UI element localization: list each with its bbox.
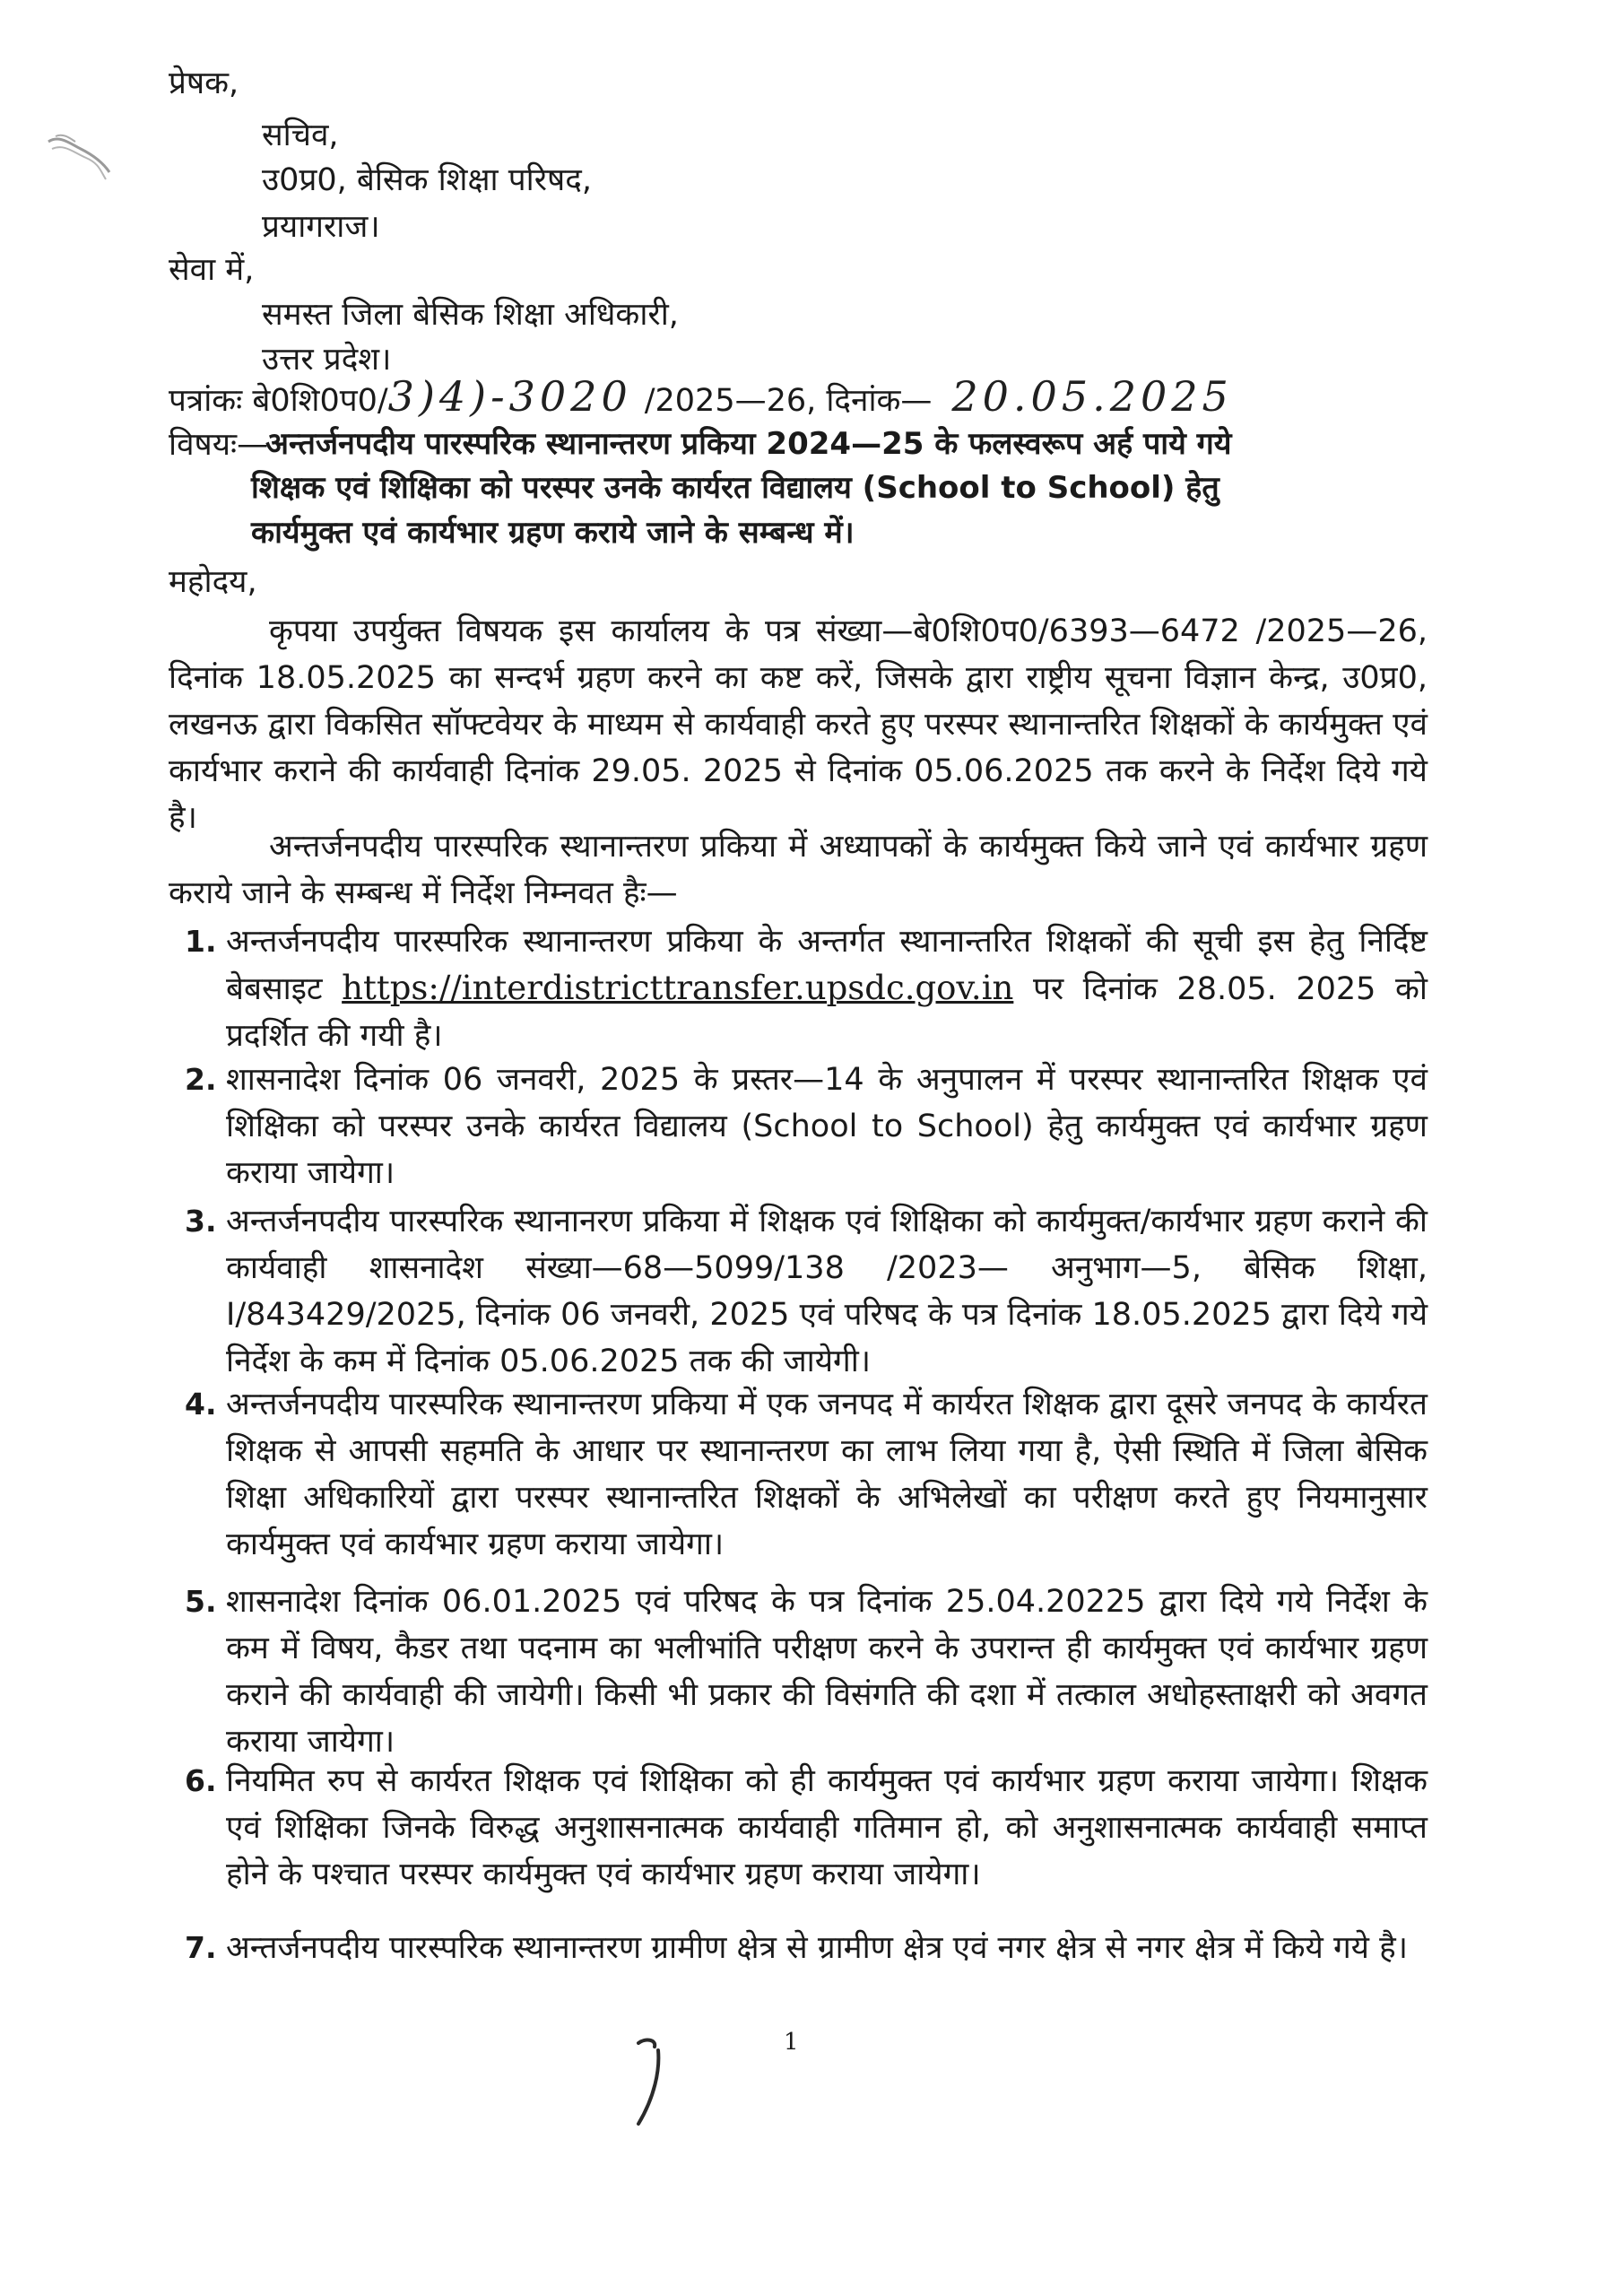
- staple-mark-icon: [43, 126, 115, 188]
- handwritten-date: 20.05.2025: [951, 372, 1233, 421]
- sender-designation: सचिव,: [262, 117, 339, 153]
- list-item: अन्तर्जनपदीय पारस्परिक स्थानान्तरण ग्रामीण क्षेत्र से ग्रामीण क्षेत्र एवं नगर क्षेत्र से नगर क्षेत्र में किये गये है।: [226, 1930, 1408, 1966]
- subject-line-2: शिक्षक एवं शिक्षिका को परस्पर उनके कार्यरत विद्यालय (School to School) हेतु: [251, 470, 1219, 506]
- recipient-state: उत्तर प्रदेश।: [262, 342, 392, 378]
- subject-line-1: अन्तर्जनपदीय पारस्परिक स्थानान्तरण प्रकिया 2024—25 के फलस्वरूप अर्ह पाये गये: [265, 426, 1232, 462]
- handwritten-letter-number: 3)4)-3020: [387, 372, 632, 421]
- item-number: 3.: [185, 1204, 217, 1239]
- paragraph-reference: कृपया उपर्युक्त विषयक इस कार्यालय के पत्र संख्या—बे0शि0प0/6393—6472 /2025—26, दिनांक 18.05.2025 का सन्दर्भ ग्रहण करने का कष्ट करें, जिसके द्वारा राष्ट्रीय सूचना विज्ञान केन्द्र, उ0प्र0, लखनऊ द्वारा विकसित सॉफ्टवेयर के माध्यम से कार्यवाही करते हुए परस्पर स्थानान्तरित शिक्षकों के कार्यमुक्त एवं कार्यभार कराने की कार्यवाही दिनांक 29.05. 2025 से दिनांक 05.06.2025 तक करने के निर्देश दिये गये है।: [169, 613, 1428, 836]
- sender-city: प्रयागराज।: [262, 209, 380, 245]
- item-number: 4.: [185, 1387, 217, 1422]
- list-item: शासनादेश दिनांक 06 जनवरी, 2025 के प्रस्तर—14 के अनुपालन में परस्पर स्थानान्तरित शिक्षक एवं शिक्षिका को परस्पर उनके कार्यरत विद्यालय (School to School) हेतु कार्यमुक्त एवं कार्यभार ग्रहण कराया जायेगा।: [226, 1062, 1428, 1191]
- item-text: अन्तर्जनपदीय पारस्परिक स्थानान्तरण प्रकिया के अन्तर्गत स्थानान्तरित शिक्षकों की सूची इस हेतु निर्दिष्ट बेबसाइट: [226, 924, 1428, 1007]
- reference-year: /2025—26, दिनांक—: [644, 383, 933, 419]
- subject-line-3: कार्यमुक्त एवं कार्यभार ग्रहण कराये जाने के सम्बन्ध में।: [251, 515, 855, 551]
- item-number: 1.: [185, 924, 217, 959]
- item-number: 2.: [185, 1062, 217, 1097]
- sender-label: प्रेषक,: [169, 65, 239, 101]
- list-item: अन्तर्जनपदीय पारस्परिक स्थानान्तरण प्रकिया में एक जनपद में कार्यरत शिक्षक द्वारा दूसरे जनपद के कार्यरत शिक्षक से आपसी सहमति के आधार पर स्थानान्तरण का लाभ लिया गया है, ऐसी स्थिति में जिला बेसिक शिक्षा अधिकारियों द्वारा परस्पर स्थानान्तरित शिक्षकों के अभिलेखों का परीक्षण करते हुए नियमानुसार कार्यमुक्त एवं कार्यभार ग्रहण कराया जायेगा।: [226, 1387, 1428, 1562]
- item-number: 7.: [185, 1930, 217, 1965]
- signature-mark-icon: [619, 2034, 681, 2133]
- salutation: महोदय,: [169, 564, 257, 600]
- paragraph-instructions-intro: अन्तर्जनपदीय पारस्परिक स्थानान्तरण प्रकिया में अध्यापकों के कार्यमुक्त किये जाने एवं कार्यभार ग्रहण कराये जाने के सम्बन्ध में निर्देश निम्नवत हैः—: [169, 829, 1428, 911]
- recipient-designation: समस्त जिला बेसिक शिक्षा अधिकारी,: [262, 297, 679, 333]
- item-number: 6.: [185, 1763, 217, 1798]
- reference-line: [169, 372, 1233, 422]
- website-link[interactable]: https://interdistricttransfer.upsdc.gov.in: [342, 969, 1014, 1007]
- list-item: नियमित रुप से कार्यरत शिक्षक एवं शिक्षिका को ही कार्यमुक्त एवं कार्यभार ग्रहण कराया जायेगा। शिक्षक एवं शिक्षिका जिनके विरुद्ध अनुशासनात्मक कार्यवाही गतिमान हो, को अनुशासनात्मक कार्यवाही समाप्त होने के पश्चात परस्पर कार्यमुक्त एवं कार्यभार ग्रहण कराया जायेगा।: [226, 1763, 1428, 1892]
- item-number: 5.: [185, 1584, 217, 1619]
- reference-prefix: पत्रांकः बे0शि0प0/: [169, 383, 388, 419]
- list-item: [226, 918, 1428, 1059]
- sender-office: उ0प्र0, बेसिक शिक्षा परिषद,: [262, 162, 592, 198]
- page-number: 1: [784, 2029, 799, 2056]
- subject-label: विषयः—: [169, 427, 269, 463]
- list-item: शासनादेश दिनांक 06.01.2025 एवं परिषद के पत्र दिनांक 25.04.20225 द्वारा दिये गये निर्देश के कम में विषय, कैडर तथा पदनाम का भलीभांति परीक्षण करने के उपरान्त ही कार्यमुक्त एवं कार्यभार ग्रहण कराने की कार्यवाही की जायेगी। किसी भी प्रकार की विसंगति की दशा में तत्काल अधोहस्ताक्षरी को अवगत कराया जायेगा।: [226, 1584, 1428, 1760]
- item-text: पर दिनांक 28.05. 2025 को प्रदर्शित की गयी है।: [226, 971, 1428, 1054]
- list-item: अन्तर्जनपदीय पारस्परिक स्थानानरण प्रकिया में शिक्षक एवं शिक्षिका को कार्यमुक्त/कार्यभार ग्रहण कराने की कार्यवाही शासनादेश संख्या—68—5099/138 /2023— अनुभाग—5, बेसिक शिक्षा, I/843429/2025, दिनांक 06 जनवरी, 2025 एवं परिषद के पत्र दिनांक 18.05.2025 द्वारा दिये गये निर्देश के कम में दिनांक 05.06.2025 तक की जायेगी।: [226, 1204, 1428, 1379]
- recipient-label: सेवा में,: [169, 252, 255, 288]
